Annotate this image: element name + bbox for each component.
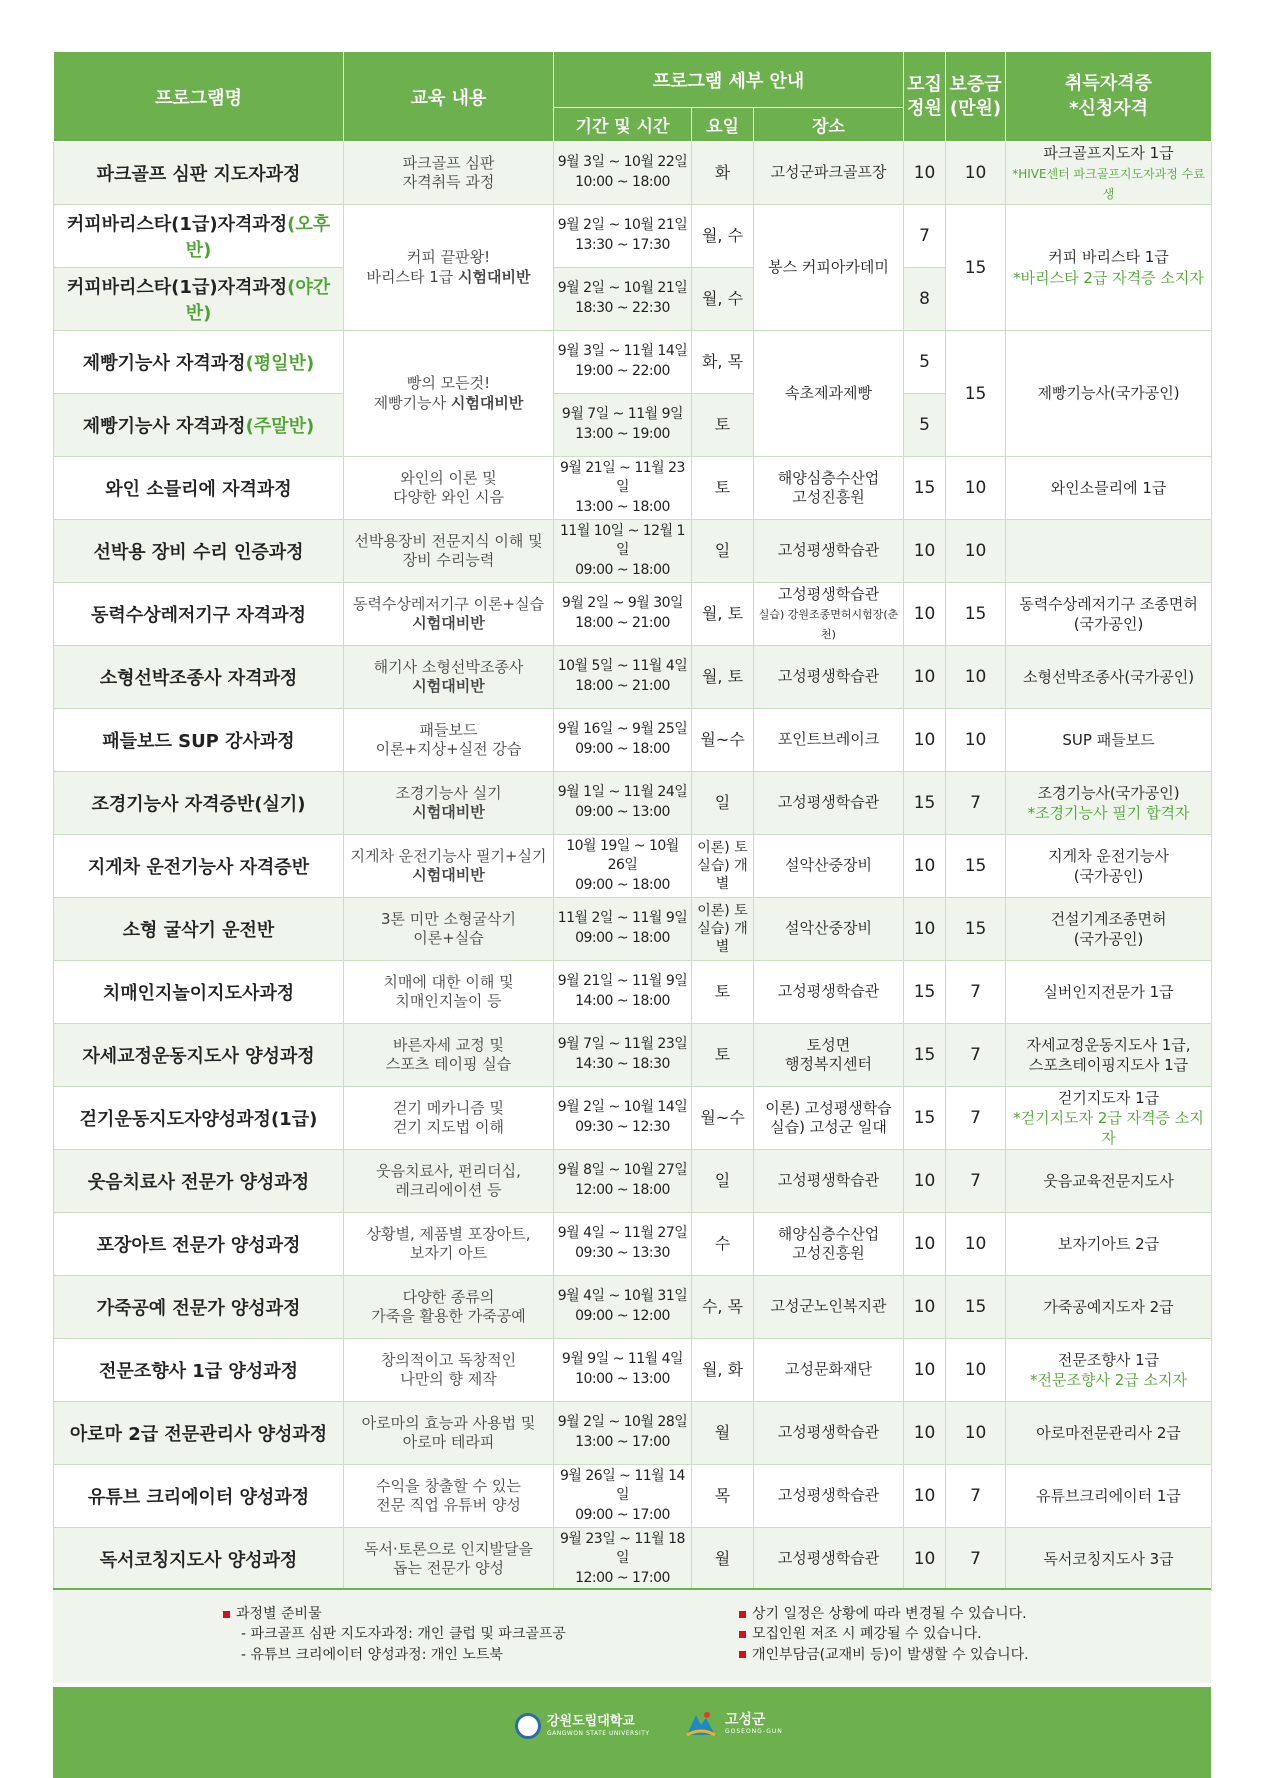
deposit-cell: 15	[946, 898, 1006, 961]
program-name-cell	[54, 709, 344, 772]
edu-content-emphasis: 시험대비반	[412, 866, 485, 884]
day-cell: 월, 토	[692, 646, 754, 709]
edu-content-cell: 3톤 미만 소형굴삭기 이론+실습	[344, 898, 554, 961]
capacity-cell: 10	[904, 835, 946, 898]
bullet-icon	[223, 1611, 230, 1618]
cert-requirement: *걷기지도자 2급 자격증 소지자	[1013, 1108, 1204, 1148]
deposit-cell: 10	[946, 646, 1006, 709]
edu-content: 커피 끝판왕! 바리스타 1급	[366, 248, 491, 286]
capacity-cell: 10	[904, 1528, 946, 1591]
capacity-cell: 10	[904, 709, 946, 772]
day-cell: 화, 목	[692, 331, 754, 394]
place-cell: 설악산중장비	[754, 835, 904, 898]
program-session: (야간반)	[185, 277, 331, 324]
notes-box	[53, 1588, 1211, 1683]
period-cell: 9월 9일 ~ 11월 4일 10:00 ~ 13:00	[554, 1339, 692, 1402]
day-cell: 이론) 토 실습) 개별	[692, 835, 754, 898]
place-cell: 고성평생학습관	[754, 1465, 904, 1528]
program-name-cell	[54, 646, 344, 709]
bullet-icon	[739, 1631, 746, 1638]
program-name-cell	[54, 331, 344, 394]
edu-content-emphasis: 시험대비반	[450, 393, 524, 412]
header-deposit: 보증금 (만원)	[946, 52, 1006, 142]
program-name: 가죽공예 전문가 양성과정	[96, 1298, 301, 1319]
edu-content-cell	[344, 646, 554, 709]
deposit-cell: 7	[946, 772, 1006, 835]
place-cell: 고성평생학습관	[754, 1150, 904, 1213]
edu-content-cell	[344, 205, 554, 331]
program-name-cell	[54, 1087, 344, 1150]
table-row	[54, 583, 1212, 646]
cert-cell: 걷기지도자 1급 *걷기지도자 2급 자격증 소지자	[1006, 1087, 1212, 1150]
capacity-cell: 8	[904, 268, 946, 331]
notes-right	[739, 1604, 1029, 1665]
notes-right-item-1: 상기 일정은 상황에 따라 변경될 수 있습니다.	[752, 1606, 1027, 1622]
cert-requirement: *바리스타 2급 자격증 소지자	[1013, 268, 1204, 287]
table-row	[54, 520, 1212, 583]
program-name: 커피바리스타(1급)자격과정	[66, 214, 288, 235]
edu-content-cell: 선박용장비 전문지식 이해 및 장비 수리능력	[344, 520, 554, 583]
edu-content-emphasis: 시험대비반	[412, 677, 485, 695]
period-cell: 9월 16일 ~ 9월 25일 09:00 ~ 18:00	[554, 709, 692, 772]
table-row	[54, 835, 1212, 898]
univ-name: 강원도립대학교	[547, 1714, 635, 1730]
table-row	[54, 1276, 1212, 1339]
deposit-cell: 15	[946, 583, 1006, 646]
period-cell: 9월 21일 ~ 11월 23일 13:00 ~ 18:00	[554, 457, 692, 520]
header-detail-group: 프로그램 세부 안내	[554, 52, 904, 108]
day-cell: 월, 화	[692, 1339, 754, 1402]
capacity-cell: 15	[904, 961, 946, 1024]
cert-cell: 웃음교육전문지도사	[1006, 1150, 1212, 1213]
deposit-cell: 15	[946, 331, 1006, 457]
day-cell: 일	[692, 520, 754, 583]
program-name-cell	[54, 394, 344, 457]
period-cell: 10월 5일 ~ 11월 4일 18:00 ~ 21:00	[554, 646, 692, 709]
deposit-cell: 10	[946, 1213, 1006, 1276]
table-row	[54, 205, 1212, 268]
table-row	[54, 646, 1212, 709]
place-cell: 해양심층수산업 고성진흥원	[754, 457, 904, 520]
place-cell: 해양심층수산업 고성진흥원	[754, 1213, 904, 1276]
univ-logo	[515, 1713, 650, 1739]
header-cert-note: *신청자격	[1069, 97, 1149, 119]
edu-content-cell: 걷기 메카니즘 및 걷기 지도법 이해	[344, 1087, 554, 1150]
bullet-icon	[739, 1611, 746, 1618]
header-period: 기간 및 시간	[554, 108, 692, 142]
table-row	[54, 1024, 1212, 1087]
edu-content-emphasis: 시험대비반	[458, 267, 531, 286]
day-cell: 수, 목	[692, 1276, 754, 1339]
deposit-cell: 10	[946, 457, 1006, 520]
program-name: 전문조향사 1급 양성과정	[99, 1361, 298, 1382]
program-name: 커피바리스타(1급)자격과정	[66, 277, 288, 298]
day-cell: 월~수	[692, 1087, 754, 1150]
period-cell: 10월 19일 ~ 10월 26일 09:00 ~ 18:00	[554, 835, 692, 898]
program-name: 자세교정운동지도사 양성과정	[82, 1046, 315, 1067]
table-row	[54, 331, 1212, 394]
place-cell: 고성평생학습관	[754, 1402, 904, 1465]
day-cell: 월~수	[692, 709, 754, 772]
cert-cell: SUP 패들보드	[1006, 709, 1212, 772]
table-row	[54, 1213, 1212, 1276]
program-name-cell	[54, 1339, 344, 1402]
program-name: 유튜브 크리에이터 양성과정	[87, 1487, 310, 1508]
header-place: 장소	[754, 108, 904, 142]
edu-content: 지게차 운전기능사 필기+실기	[350, 846, 547, 865]
period-cell: 9월 4일 ~ 11월 27일 09:30 ~ 13:30	[554, 1213, 692, 1276]
day-cell: 화	[692, 142, 754, 205]
deposit-cell: 7	[946, 1465, 1006, 1528]
header-cert	[1006, 52, 1212, 142]
day-cell: 토	[692, 961, 754, 1024]
capacity-cell: 10	[904, 1276, 946, 1339]
notes-right-item-3: 개인부담금(교재비 등)이 발생할 수 있습니다.	[752, 1646, 1029, 1663]
program-name-cell	[54, 142, 344, 205]
edu-content-cell: 다양한 종류의 가죽을 활용한 가죽공예	[344, 1276, 554, 1339]
period-cell: 9월 2일 ~ 10월 28일 13:00 ~ 17:00	[554, 1402, 692, 1465]
capacity-cell: 15	[904, 1024, 946, 1087]
program-session: (주말반)	[245, 416, 315, 437]
capacity-cell: 7	[904, 205, 946, 268]
notes-right-item-2: 모집인원 저조 시 폐강될 수 있습니다.	[752, 1626, 982, 1643]
edu-content-cell	[344, 331, 554, 457]
cert-cell: 유튜브크리에이터 1급	[1006, 1465, 1212, 1528]
bullet-icon	[739, 1651, 746, 1658]
program-table-wrapper	[53, 51, 1211, 1591]
program-name-cell	[54, 1528, 344, 1591]
cert-cell: 독서코칭지도사 3급	[1006, 1528, 1212, 1591]
program-name: 동력수상레저기구 자격과정	[91, 605, 306, 626]
cert-cell: 가죽공예지도자 2급	[1006, 1276, 1212, 1339]
cert-cell: 자세교정운동지도사 1급, 스포츠테이핑지도사 1급	[1006, 1024, 1212, 1087]
program-name: 걷기운동지도자양성과정(1급)	[79, 1109, 318, 1130]
program-name: 소형선박조종사 자격과정	[99, 668, 298, 689]
edu-content-emphasis: 시험대비반	[412, 803, 485, 821]
capacity-cell: 10	[904, 646, 946, 709]
edu-content-cell: 독서·토론으로 인지발달을 돕는 전문가 양성	[344, 1528, 554, 1591]
day-cell: 월	[692, 1402, 754, 1465]
program-name: 패들보드 SUP 강사과정	[102, 731, 295, 752]
edu-content-cell	[344, 583, 554, 646]
deposit-cell: 15	[946, 1276, 1006, 1339]
place-cell: 고성군파크골프장	[754, 142, 904, 205]
place-cell: 이론) 고성평생학습 실습) 고성군 일대	[754, 1087, 904, 1150]
capacity-cell: 15	[904, 457, 946, 520]
place-cell: 고성군노인복지관	[754, 1276, 904, 1339]
place-cell: 고성평생학습관 실습) 강원조종면허시험장(춘천)	[754, 583, 904, 646]
county-logo	[683, 1709, 783, 1739]
program-name-cell	[54, 1213, 344, 1276]
program-name: 아로마 2급 전문관리사 양성과정	[69, 1424, 328, 1445]
deposit-cell: 10	[946, 709, 1006, 772]
day-cell: 일	[692, 1150, 754, 1213]
cert-cell: 커피 바리스타 1급 *바리스타 2급 자격증 소지자	[1006, 205, 1212, 331]
day-cell: 월, 수	[692, 268, 754, 331]
county-emblem-icon	[683, 1709, 719, 1739]
period-cell: 9월 2일 ~ 10월 14일 09:30 ~ 12:30	[554, 1087, 692, 1150]
place-cell: 설악산중장비	[754, 898, 904, 961]
capacity-cell: 10	[904, 520, 946, 583]
table-row	[54, 709, 1212, 772]
place-cell: 고성평생학습관	[754, 961, 904, 1024]
program-name-cell	[54, 1150, 344, 1213]
deposit-cell: 7	[946, 1150, 1006, 1213]
table-row	[54, 1339, 1212, 1402]
place-cell: 토성면 행정복지센터	[754, 1024, 904, 1087]
period-cell: 9월 4일 ~ 10월 31일 09:00 ~ 12:00	[554, 1276, 692, 1339]
day-cell: 목	[692, 1465, 754, 1528]
capacity-cell: 10	[904, 898, 946, 961]
place-cell: 고성평생학습관	[754, 772, 904, 835]
day-cell: 일	[692, 772, 754, 835]
capacity-cell: 10	[904, 1150, 946, 1213]
period-cell: 9월 2일 ~ 10월 21일 18:30 ~ 22:30	[554, 268, 692, 331]
edu-content-cell: 와인의 이론 및 다양한 와인 시음	[344, 457, 554, 520]
program-name-cell	[54, 1276, 344, 1339]
program-name-cell	[54, 520, 344, 583]
edu-content: 해기사 소형선박조종사	[373, 657, 524, 676]
edu-content-cell: 웃음치료사, 펀리더십, 레크리에이션 등	[344, 1150, 554, 1213]
period-cell: 9월 21일 ~ 11월 9일 14:00 ~ 18:00	[554, 961, 692, 1024]
county-sub: GOSEONG-GUN	[725, 1728, 783, 1736]
cert-requirement: *HIVE센터 파크골프지도자과정 수료생	[1012, 166, 1205, 202]
program-name: 독서코칭지도사 양성과정	[99, 1550, 298, 1571]
cert-cell: 건설기계조종면허 (국가공인)	[1006, 898, 1212, 961]
cert-cell: 조경기능사(국가공인) *조경기능사 필기 합격자	[1006, 772, 1212, 835]
header-capacity: 모집 정원	[904, 52, 946, 142]
deposit-cell: 10	[946, 1339, 1006, 1402]
program-name-cell	[54, 583, 344, 646]
program-name-cell	[54, 1402, 344, 1465]
table-row	[54, 1528, 1212, 1591]
program-name: 웃음치료사 전문가 양성과정	[87, 1172, 310, 1193]
capacity-cell: 10	[904, 1402, 946, 1465]
capacity-cell: 10	[904, 1339, 946, 1402]
table-row	[54, 898, 1212, 961]
program-name: 조경기능사 자격증반(실기)	[91, 794, 306, 815]
place-cell: 고성평생학습관	[754, 646, 904, 709]
day-cell: 토	[692, 1024, 754, 1087]
program-name: 제빵기능사 자격과정	[82, 353, 246, 374]
place-cell: 속초제과제빵	[754, 331, 904, 457]
table-row	[54, 961, 1212, 1024]
table-row	[54, 772, 1212, 835]
edu-content-cell: 상황별, 제품별 포장아트, 보자기 아트	[344, 1213, 554, 1276]
day-cell: 월, 토	[692, 583, 754, 646]
notes-left-item-1: - 파크골프 심판 지도자과정: 개인 클럽 및 파크골프공	[241, 1626, 566, 1643]
edu-content-cell: 패들보드 이론+지상+실전 강습	[344, 709, 554, 772]
program-name: 와인 소믈리에 자격과정	[105, 479, 292, 500]
day-cell: 토	[692, 457, 754, 520]
day-cell: 이론) 토 실습) 개별	[692, 898, 754, 961]
county-name: 고성군	[725, 1711, 766, 1728]
day-cell: 수	[692, 1213, 754, 1276]
cert-cell	[1006, 520, 1212, 583]
period-cell: 9월 2일 ~ 9월 30일 18:00 ~ 21:00	[554, 583, 692, 646]
deposit-cell: 15	[946, 835, 1006, 898]
notes-left-item-2: - 유튜브 크리에이터 양성과정: 개인 노트북	[241, 1646, 503, 1663]
cert-cell: 동력수상레저기구 조종면허 (국가공인)	[1006, 583, 1212, 646]
capacity-cell: 10	[904, 1213, 946, 1276]
program-name: 포장아트 전문가 양성과정	[96, 1235, 301, 1256]
edu-content-cell: 치매에 대한 이해 및 치매인지놀이 등	[344, 961, 554, 1024]
period-cell: 9월 7일 ~ 11월 23일 14:30 ~ 18:30	[554, 1024, 692, 1087]
day-cell: 월	[692, 1528, 754, 1591]
cert-requirement: *조경기능사 필기 합격자	[1027, 804, 1190, 822]
capacity-cell: 15	[904, 772, 946, 835]
program-name-cell	[54, 835, 344, 898]
table-row	[54, 457, 1212, 520]
program-name: 파크골프 심판 지도자과정	[96, 164, 301, 185]
place-note: 실습) 강원조종면허시험장(춘천)	[758, 608, 899, 641]
period-cell: 11월 10일 ~ 12월 1일 09:00 ~ 18:00	[554, 520, 692, 583]
capacity-cell: 10	[904, 142, 946, 205]
edu-content: 빵의 모든것! 제빵기능사	[373, 374, 491, 412]
deposit-cell: 10	[946, 142, 1006, 205]
cert-cell: 보자기아트 2급	[1006, 1213, 1212, 1276]
program-name-cell	[54, 268, 344, 331]
cert-cell: 아로마전문관리사 2급	[1006, 1402, 1212, 1465]
table-row	[54, 1402, 1212, 1465]
edu-content-emphasis: 시험대비반	[412, 614, 485, 632]
program-name-cell	[54, 961, 344, 1024]
day-cell: 토	[692, 394, 754, 457]
program-name-cell	[54, 205, 344, 268]
footer-bar	[53, 1687, 1211, 1778]
header-cert-title: 취득자격증	[1065, 73, 1152, 95]
cert-cell: 제빵기능사(국가공인)	[1006, 331, 1212, 457]
program-session: (평일반)	[245, 353, 315, 374]
program-table-body	[54, 142, 1212, 1591]
program-name-cell	[54, 457, 344, 520]
deposit-cell: 7	[946, 1024, 1006, 1087]
deposit-cell: 7	[946, 1087, 1006, 1150]
period-cell: 9월 2일 ~ 10월 21일 13:30 ~ 17:30	[554, 205, 692, 268]
edu-content-cell	[344, 835, 554, 898]
deposit-cell: 7	[946, 961, 1006, 1024]
capacity-cell: 5	[904, 394, 946, 457]
program-name-cell	[54, 1024, 344, 1087]
program-name: 지게차 운전기능사 자격증반	[87, 857, 310, 878]
table-row	[54, 1150, 1212, 1213]
period-cell: 9월 7일 ~ 11월 9일 13:00 ~ 19:00	[554, 394, 692, 457]
period-cell: 9월 3일 ~ 10월 22일 10:00 ~ 18:00	[554, 142, 692, 205]
cert-cell: 실버인지전문가 1급	[1006, 961, 1212, 1024]
table-row	[54, 1087, 1212, 1150]
edu-content-cell: 창의적이고 독창적인 나만의 향 제작	[344, 1339, 554, 1402]
header-day: 요일	[692, 108, 754, 142]
cert-cell: 소형선박조종사(국가공인)	[1006, 646, 1212, 709]
place-cell: 고성평생학습관	[754, 1528, 904, 1591]
edu-content: 동력수상레저기구 이론+실습	[352, 594, 545, 613]
capacity-cell: 15	[904, 1087, 946, 1150]
place-cell: 고성문화재단	[754, 1339, 904, 1402]
header-program-name: 프로그램명	[54, 52, 344, 142]
deposit-cell: 10	[946, 520, 1006, 583]
program-name-cell	[54, 772, 344, 835]
program-name: 선박용 장비 수리 인증과정	[93, 542, 304, 563]
deposit-cell: 15	[946, 205, 1006, 331]
program-name-cell	[54, 1465, 344, 1528]
edu-content: 조경기능사 실기	[395, 783, 502, 802]
edu-content-cell: 파크골프 심판 자격취득 과정	[344, 142, 554, 205]
cert-cell: 파크골프지도자 1급 *HIVE센터 파크골프지도자과정 수료생	[1006, 142, 1212, 205]
edu-content-cell: 수익을 창출할 수 있는 전문 직업 유튜버 양성	[344, 1465, 554, 1528]
program-name: 소형 굴삭기 운전반	[122, 920, 275, 941]
table-row	[54, 1465, 1212, 1528]
period-cell: 11월 2일 ~ 11월 9일 09:00 ~ 18:00	[554, 898, 692, 961]
edu-content-cell: 바른자세 교정 및 스포츠 테이핑 실습	[344, 1024, 554, 1087]
header-edu-content: 교육 내용	[344, 52, 554, 142]
capacity-cell: 10	[904, 583, 946, 646]
cert-cell: 지게차 운전기능사 (국가공인)	[1006, 835, 1212, 898]
program-name: 치매인지놀이지도사과정	[102, 983, 295, 1004]
table-row	[54, 142, 1212, 205]
capacity-cell: 5	[904, 331, 946, 394]
program-name-cell	[54, 898, 344, 961]
notes-left	[223, 1604, 566, 1665]
place-cell: 포인트브레이크	[754, 709, 904, 772]
place-cell: 봉스 커피아카데미	[754, 205, 904, 331]
edu-content-cell: 아로마의 효능과 사용법 및 아로마 테라피	[344, 1402, 554, 1465]
day-cell: 월, 수	[692, 205, 754, 268]
cert-cell: 와인소믈리에 1급	[1006, 457, 1212, 520]
deposit-cell: 7	[946, 1528, 1006, 1591]
place-cell: 고성평생학습관	[754, 520, 904, 583]
program-table	[53, 51, 1212, 1591]
period-cell: 9월 23일 ~ 11월 18일 12:00 ~ 17:00	[554, 1528, 692, 1591]
univ-sub: GANGWON STATE UNIVERSITY	[547, 1729, 650, 1737]
capacity-cell: 10	[904, 1465, 946, 1528]
period-cell: 9월 26일 ~ 11월 14일 09:00 ~ 17:00	[554, 1465, 692, 1528]
period-cell: 9월 1일 ~ 11월 24일 09:00 ~ 13:00	[554, 772, 692, 835]
period-cell: 9월 3일 ~ 11월 14일 19:00 ~ 22:00	[554, 331, 692, 394]
notes-left-title: 과정별 준비물	[236, 1606, 322, 1622]
period-cell: 9월 8일 ~ 10월 27일 12:00 ~ 18:00	[554, 1150, 692, 1213]
edu-content-cell	[344, 772, 554, 835]
program-name: 제빵기능사 자격과정	[82, 416, 246, 437]
program-session: (오후반)	[185, 214, 331, 261]
univ-emblem-icon	[515, 1713, 541, 1739]
deposit-cell: 10	[946, 1402, 1006, 1465]
cert-cell: 전문조향사 1급 *전문조향사 2급 소지자	[1006, 1339, 1212, 1402]
cert-requirement: *전문조향사 2급 소지자	[1030, 1371, 1188, 1389]
